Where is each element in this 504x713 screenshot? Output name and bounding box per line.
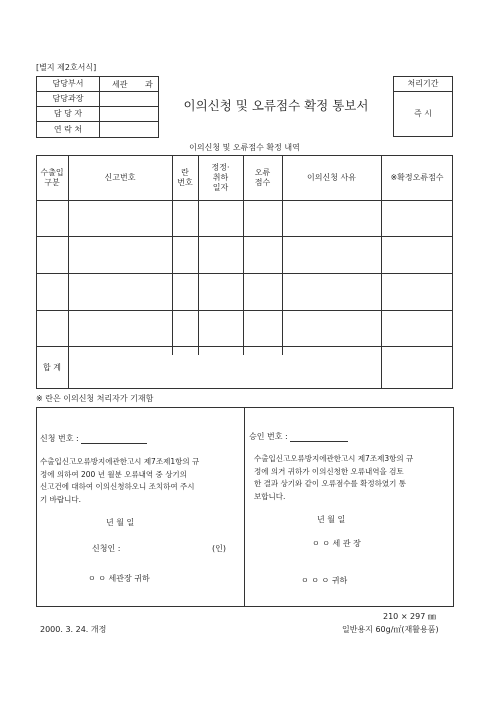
approval-number bbox=[249, 431, 348, 442]
col-header-declaration-no: 신고번호 bbox=[104, 172, 136, 182]
table-row bbox=[36, 200, 453, 236]
approval-authority: ㅇ ㅇ 세 관 장 bbox=[312, 539, 361, 548]
table-caption: 이의신청 및 오류점수 확정 내역 bbox=[189, 143, 300, 152]
applicant-label: 신청인 : bbox=[92, 544, 121, 553]
period-value: 즉 시 bbox=[414, 109, 432, 118]
contact-label: 연 락 처 bbox=[53, 124, 83, 134]
revision-date: 2000. 3. 24. 개정 bbox=[40, 625, 107, 634]
application-body: 수출입신고오류방지에관한고시 제7조제1항의 규 정에 의하여 200 년 월분 오류내역 중 상기의 신고건에 대하여 이의신청하오니 조치하여 주시 기 바랍니다. bbox=[40, 457, 200, 504]
approval-body: 수출입신고오류방지에관한고시 제7조제3항의 규 정에 의거 귀하가 이의신청한 오류내역을 검토 한 결과 상기와 같이 오류점수를 확정하였기 통 보합니다. bbox=[254, 454, 414, 501]
staff-label: 담 당 자 bbox=[53, 108, 83, 118]
application-number-label: 신청 번호 : bbox=[40, 434, 79, 443]
application-addressee: ㅇ ㅇ 세관장 귀하 bbox=[88, 574, 150, 583]
table-row bbox=[36, 236, 453, 273]
period-label: 처리기간 bbox=[407, 78, 439, 88]
form-code: [별지 제2호서식] bbox=[36, 63, 97, 72]
approval-date: 년 월 일 bbox=[317, 515, 346, 524]
col-header-item-no: 란 번호 bbox=[177, 167, 193, 187]
seal-mark: (인) bbox=[212, 544, 226, 553]
paper-size: 210 × 297 ㎜ bbox=[383, 612, 436, 621]
col-header-objection-reason: 이의신청 사유 bbox=[307, 172, 356, 182]
col-header-type: 수출입 구분 bbox=[40, 167, 64, 187]
table-row bbox=[36, 273, 453, 310]
approval-number-blank bbox=[290, 432, 348, 442]
total-label: 합 계 bbox=[43, 362, 61, 372]
paper-spec: 일반용지 60g/㎡(재활용품) bbox=[342, 625, 439, 634]
dept-value: 세관 bbox=[112, 80, 128, 89]
col-header-error-score: 오류 점수 bbox=[254, 167, 271, 187]
dept-suffix: 과 bbox=[145, 80, 153, 89]
manager-label: 담당과장 bbox=[52, 93, 84, 103]
dept-label: 담당부서 bbox=[52, 78, 84, 88]
approval-number-label: 승인 번호 : bbox=[249, 432, 288, 441]
application-date: 년 월 일 bbox=[106, 518, 135, 527]
application-number bbox=[40, 433, 147, 444]
table-row bbox=[36, 310, 453, 346]
approval-addressee: ㅇ ㅇ ㅇ 귀하 bbox=[301, 576, 348, 585]
page-title: 이의신청 및 오류점수 확정 통보서 bbox=[183, 98, 369, 113]
col-header-confirmed-score: ※확정오류점수 bbox=[390, 172, 444, 182]
application-number-blank bbox=[81, 434, 147, 444]
col-header-correction-date: 정정· 취하 일자 bbox=[211, 162, 230, 192]
note: ※ 란은 이의신청 처리자가 기재함 bbox=[36, 394, 154, 403]
